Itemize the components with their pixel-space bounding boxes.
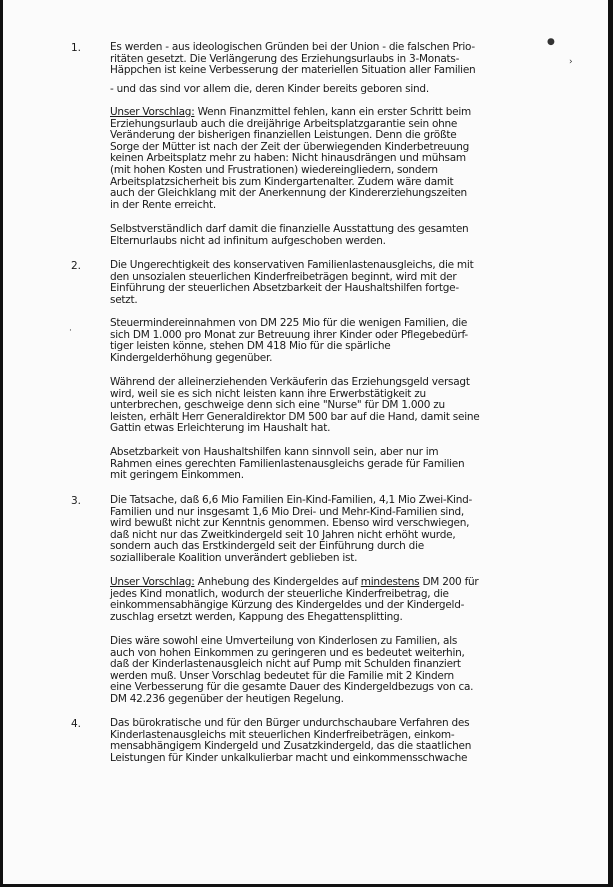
proposal-emphasis: mindestens <box>360 576 420 588</box>
item-3-proposal <box>110 577 502 623</box>
item-2-paragraph-3: Während der alleinerziehenden Verkäuferin das Erziehungsgeld versagt wird, weil sie es sich nicht leisten kann ihre Erwerbstätigkeit zu unterbrechen, geschweige denn sich eine "Nurse" für DM 1.000 zu leisten, erhält Herr Generaldirektor DM 500 bar auf die Hand, damit seine Gattin etwas Erleichterung im Haushalt hat. <box>110 376 480 435</box>
proposal-label: Unser Vorschlag: <box>110 576 195 588</box>
scan-speck: › <box>569 57 573 67</box>
scan-speck: · <box>69 326 72 336</box>
item-3-paragraph-3: Dies wäre sowohl eine Umverteilung von Kinderlosen zu Familien, als auch von hohen Einkommen zu geringeren und es bedeutet weiterhin, daß der Kinderlastenausgleich nicht auf Pump mit Schulden finanziert werden muß. Unser Vorschlag bedeutet für die Familie mit 2 Kindern eine Verbesserung für die gesamte Dauer des Kindergeldbezugs von ca. DM 42.236 gegenüber der heutigen Regelung. <box>110 635 474 705</box>
proposal-label: Unser Vorschlag: <box>110 106 195 118</box>
proposal-text: Wenn Finanzmittel fehlen, kann ein erster Schritt beim Erziehungsurlaub auch die dreijährige Arbeitsplatzgarantie sein ohne Veränderung der bisherigen finanziellen Leistungen. Denn die größte Sorge der Mütter ist nach der Zeit der überwiegenden Kinderbetreuung keinen Arbeitsplatz mehr zu haben: Nicht hinausdrängen und mühsam (mit hohen Kosten und Frustrationen) wiedereingliedern, sondern Arbeitsplatzsicherheit bis zum Kindergartenalter. Zudem wäre damit auch der Gleichklang mit der Anerkennung der Kindererziehungszeiten in der Rente erreicht. <box>110 106 472 211</box>
item-number: 3. <box>71 495 82 507</box>
item-number: 2. <box>71 260 82 272</box>
item-2-paragraph-4: Absetzbarkeit von Haushaltshilfen kann sinnvoll sein, aber nur im Rahmen eines gerechten Familienlastenausgleichs gerade für Familien mit geringem Einkommen. <box>110 446 465 482</box>
item-3-paragraph-1: Die Tatsache, daß 6,6 Mio Familien Ein-Kind-Familien, 4,1 Mio Zwei-Kind- Familien und nur insgesamt 1,6 Mio Drei- und Mehr-Kind-Familien sind, wird bewußt nicht zur Kenntnis genommen. Ebenso wird verschwiegen, daß nicht nur das Zweitkindergeld seit 10 Jahren nicht erhöht wurde, sondern auch das Erstkindergeld seit der Einführung durch die sozialliberale Koalition unverändert geblieben ist. <box>110 494 473 564</box>
item-1-proposal <box>110 107 502 211</box>
scan-speck: ● <box>547 37 555 47</box>
item-1-paragraph-4: Selbstverständlich darf damit die finanzielle Ausstattung des gesamten Elternurlaubs nicht ad infinitum aufgeschoben werden. <box>110 223 469 247</box>
item-number: 4. <box>71 718 82 730</box>
item-1-paragraph-1: Es werden - aus ideologischen Gründen bei der Union - die falschen Prio- ritäten gesetzt. Die Verlängerung des Erziehungsurlaubs in 3-Monats- Häppchen ist keine Verbesserung der materiellen Situation aller Familien <box>110 41 476 77</box>
proposal-text: Anhebung des Kindergeldes auf <box>194 576 361 588</box>
item-2-paragraph-2: Steuermindereinnahmen von DM 225 Mio für die wenigen Familien, die sich DM 1.000 pro Monat zur Betreuung ihrer Kinder oder Pflegebedürf- tiger leisten könne, stehen DM 418 Mio für die spärliche Kindergelderhöhung gegenüber. <box>110 317 468 364</box>
item-4-paragraph-1: Das bürokratische und für den Bürger undurchschaubare Verfahren des Kinderlastenausgleichs mit steuerlichen Kinderfreibeträgen, einkom- mensabhängigem Kindergeld und Zusatzkindergeld, das die staatlichen Leistungen für Kinder unkalkulierbar macht und einkommensschwache <box>110 717 472 764</box>
proposal-text-tail: DM 200 für jedes Kind monatlich, wodurch der steuerliche Kinderfreibetrag, die einkommensabhängige Kürzung des Kindergeldes und der Kindergeld- zuschlag ersetzt werden, Kappung des Ehegattensplitting. <box>110 576 479 623</box>
item-number: 1. <box>71 42 82 54</box>
item-1-paragraph-2: - und das sind vor allem die, deren Kinder bereits geboren sind. <box>110 83 429 95</box>
item-2-paragraph-1: Die Ungerechtigkeit des konservativen Familienlastenausgleichs, die mit den unsozialen steuerlichen Kinderfreibeträgen beginnt, wird mit der Einführung der steuerlichen Absetzbarkeit der Haushaltshilfen fortge- setzt. <box>110 259 474 306</box>
